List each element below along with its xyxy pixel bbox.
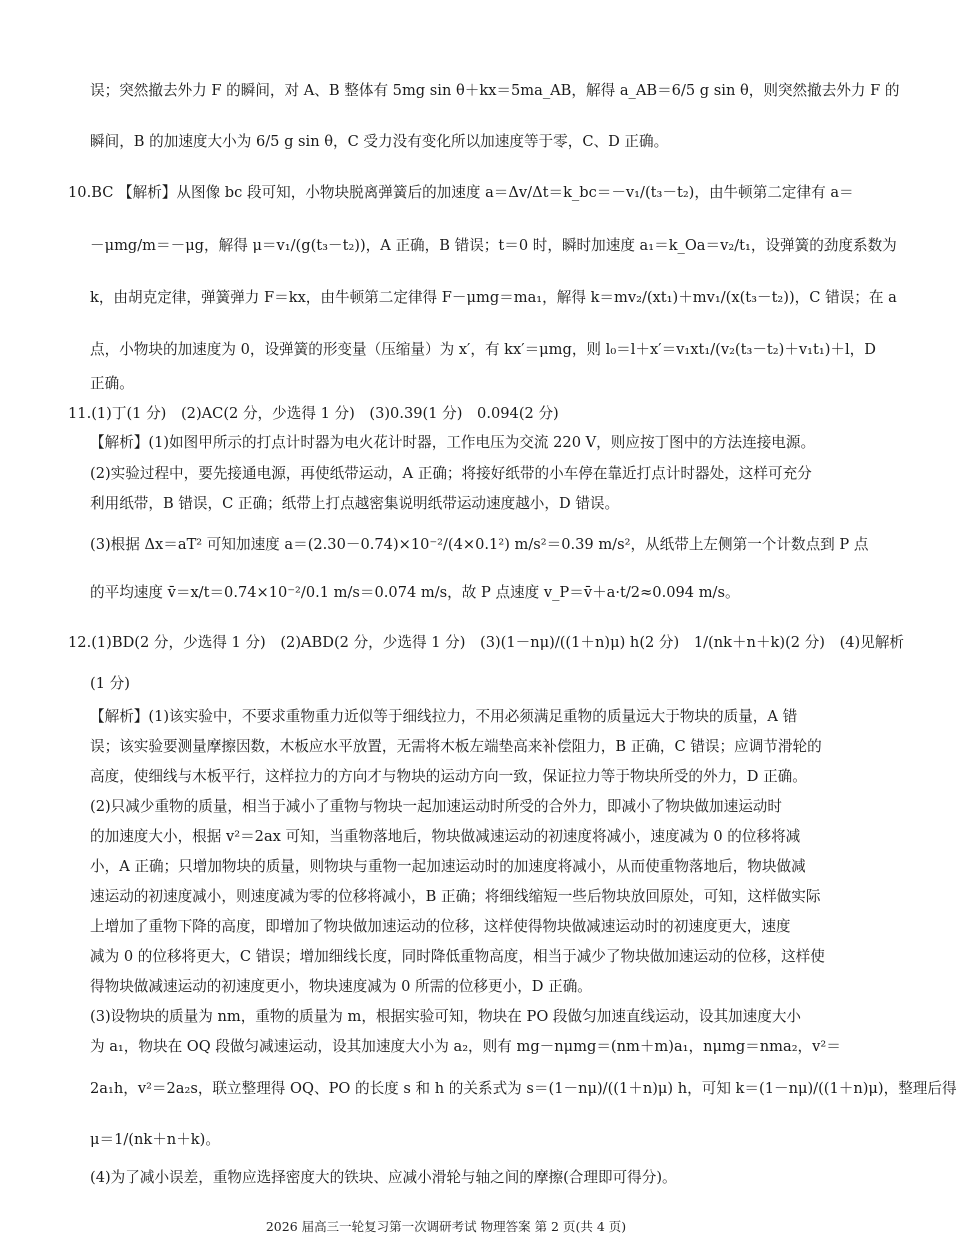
- text-line: (4)为了减小误差，重物应选择密度大的铁块、应减小滑轮与轴之间的摩擦(合理即可得分)。: [90, 1169, 677, 1186]
- text-line: 减为 0 的位移将更大，C 错误；增加细线长度，同时降低重物高度，相当于减少了物块做加速运动的位移，这样使: [90, 948, 825, 965]
- text-line: 点，小物块的加速度为 0，设弹簧的形变量（压缩量）为 x′，有 kx′＝μmg，则 l₀＝l＋x′＝v₁xt₁/(v₂(t₃－t₂)＋v₁t₁)＋l，D: [90, 341, 876, 358]
- text-line: 误；突然撤去外力 F 的瞬间，对 A、B 整体有 5mg sin θ＋kx＝5ma_AB，解得 a_AB＝6/5 g sin θ，则突然撤去外力 F 的: [90, 82, 900, 99]
- text-line: 的平均速度 v̄＝x/t＝0.74×10⁻²/0.1 m/s＝0.074 m/s，故 P 点速度 v_P＝v̄＋a·t/2≈0.094 m/s。: [90, 584, 740, 601]
- page-footer: 2026 届高三一轮复习第一次调研考试 物理答案 第 2 页(共 4 页): [265, 1219, 627, 1234]
- text-line: 利用纸带，B 错误，C 正确；纸带上打点越密集说明纸带运动速度越小，D 错误。: [90, 495, 620, 512]
- text-line: (2)只减少重物的质量，相当于减小了重物与物块一起加速运动时所受的合外力，即减小了物块做加速运动时: [90, 798, 782, 815]
- text-line: 瞬间，B 的加速度大小为 6/5 g sin θ，C 受力没有变化所以加速度等于零，C、D 正确。: [90, 133, 669, 150]
- question-10-heading: 10.BC 【解析】从图像 bc 段可知，小物块脱离弹簧后的加速度 a＝Δv/Δt＝k_bc＝－v₁/(t₃－t₂)，由牛顿第二定律有 a＝: [68, 184, 854, 201]
- text-line: 小，A 正确；只增加物块的质量，则物块与重物一起加速运动时的加速度将减小，从而使重物落地后，物块做减: [90, 858, 806, 875]
- text-line: 上增加了重物下降的高度，即增加了物块做加速运动的位移，这样使得物块做减速运动时的初速度更大，速度: [90, 918, 791, 935]
- text-line: 误；该实验要测量摩擦因数，木板应水平放置，无需将木板左端垫高来补偿阻力，B 正确，C 错误；应调节滑轮的: [90, 738, 822, 755]
- text-line: 为 a₁，物块在 OQ 段做匀减速运动，设其加速度大小为 a₂，则有 mg－nμmg＝(nm＋m)a₁，nμmg＝nma₂，v²＝: [90, 1038, 841, 1055]
- text-line: 得物块做减速运动的初速度更小，物块速度减为 0 所需的位移更小，D 正确。: [90, 978, 592, 995]
- text-line: (1 分): [90, 675, 130, 692]
- text-line: 2a₁h，v²＝2a₂s，联立整理得 OQ、PO 的长度 s 和 h 的关系式为 s＝(1－nμ)/((1＋n)μ) h，可知 k＝(1－nμ)/((1＋n)μ)，整理后得: [90, 1080, 957, 1097]
- text-line: (2)实验过程中，要先接通电源，再使纸带运动，A 正确；将接好纸带的小车停在靠近打点计时器处，这样可充分: [90, 465, 812, 482]
- text-line: 正确。: [90, 375, 134, 392]
- text-line: 【解析】(1)该实验中，不要求重物重力近似等于细线拉力，不用必须满足重物的质量远大于物块的质量，A 错: [90, 708, 798, 725]
- text-line: (3)设物块的质量为 nm，重物的质量为 m，根据实验可知，物块在 PO 段做匀加速直线运动，设其加速度大小: [90, 1008, 802, 1025]
- text-line: 速运动的初速度减小，则速度减为零的位移将减小，B 正确；将细线缩短一些后物块放回原处，可知，这样做实际: [90, 888, 821, 905]
- text-line: μ＝1/(nk＋n＋k)。: [90, 1131, 220, 1148]
- text-line: (3)根据 Δx＝aT² 可知加速度 a＝(2.30－0.74)×10⁻²/(4×0.1²) m/s²＝0.39 m/s²，从纸带上左侧第一个计数点到 P 点: [90, 536, 869, 553]
- question-12-heading: 12.(1)BD(2 分，少选得 1 分) (2)ABD(2 分，少选得 1 分) (3)(1－nμ)/((1＋n)μ) h(2 分) 1/(nk＋n＋k)(2 分) (4)见解析: [68, 634, 905, 651]
- question-11-heading: 11.(1)丁(1 分) (2)AC(2 分，少选得 1 分) (3)0.39(1 分) 0.094(2 分): [68, 405, 559, 422]
- text-line: k，由胡克定律，弹簧弹力 F＝kx，由牛顿第二定律得 F－μmg＝ma₁，解得 k＝mv₂/(xt₁)＋mv₁/(x(t₃－t₂))，C 错误；在 a: [90, 289, 897, 306]
- text-line: 高度，使细线与木板平行，这样拉力的方向才与物块的运动方向一致，保证拉力等于物块所受的外力，D 正确。: [90, 768, 807, 785]
- text-line: －μmg/m＝－μg，解得 μ＝v₁/(g(t₃－t₂))，A 正确，B 错误；t＝0 时，瞬时加速度 a₁＝k_Oa＝v₂/t₁，设弹簧的劲度系数为: [90, 237, 897, 254]
- text-line: 【解析】(1)如图甲所示的打点计时器为电火花计时器，工作电压为交流 220 V，则应按丁图中的方法连接电源。: [90, 434, 816, 451]
- text-line: 的加速度大小，根据 v²＝2ax 可知，当重物落地后，物块做减速运动的初速度将减小，速度减为 0 的位移将减: [90, 828, 801, 845]
